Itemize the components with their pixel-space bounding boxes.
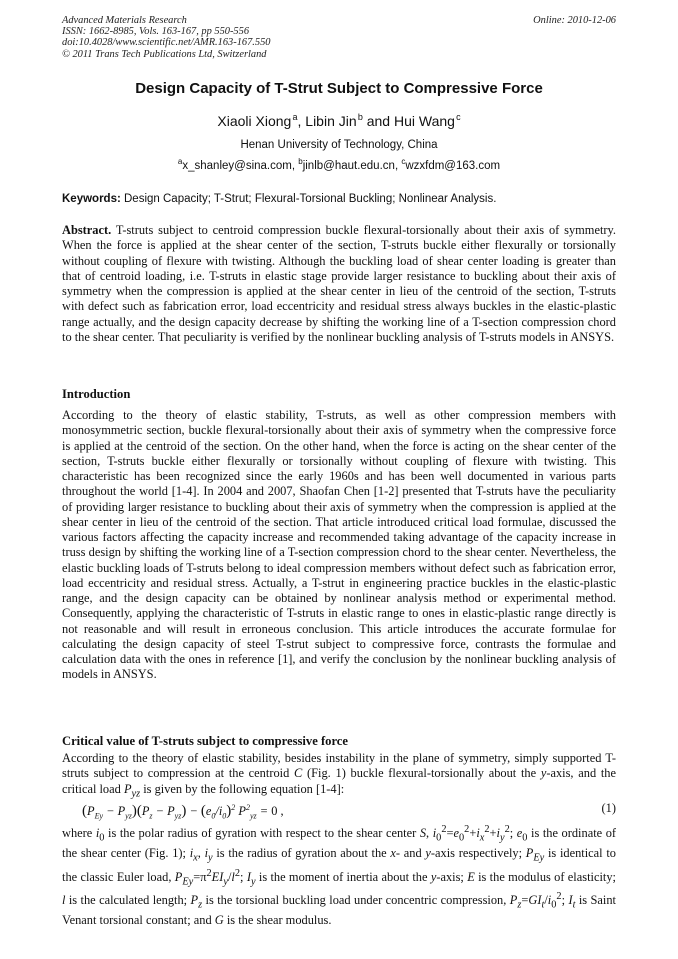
text-run: -axis, and the critical load bbox=[62, 766, 617, 796]
author-mark: b bbox=[357, 112, 363, 122]
text-run: is given by the following equation [1-4]: bbox=[140, 781, 345, 796]
text-run: , bbox=[426, 826, 433, 841]
email-mark: c bbox=[401, 157, 406, 166]
online-date: Online: 2010-12-06 bbox=[533, 15, 616, 26]
author-name: Hui Wang bbox=[393, 113, 455, 129]
text-run: is the modulus of elasticity; bbox=[474, 869, 616, 884]
symbol: C bbox=[294, 766, 303, 781]
email-address[interactable]: x_shanley@sina.com bbox=[182, 160, 292, 172]
symbol: S bbox=[419, 826, 427, 841]
text-run: is Saint Venant torsional constant; and bbox=[62, 893, 616, 928]
email-mark: b bbox=[298, 157, 303, 166]
text-run: ; bbox=[509, 826, 517, 841]
critical-paragraph-2: where $i_0$ is the polar radius of gyration with respect to the shear center S, $i_0^2=e_0^2+i_x^2+i_y^2$; $e_0$ is the ordinate of the shear center (Fig. 1); $i_x$, $i_y$ is the radius of gyration about the x- and y-axis respectively; $P_{Ey}$ is identical to the classic Euler load, $P_{Ey}=\pi^2EI_y/l^2$; $I_y$ is the moment of inertia about the y-axis; E is the modulus of elasticity; l is the calculated length; $P_z$ is the torsional buckling load under concentric compression, $P_z=GI_t/i_0^2$; $I_t$ is Saint Venant torsional constant; and G is the shear modulus. bbox=[62, 824, 617, 928]
email-separator: , bbox=[394, 160, 402, 172]
symbol: y bbox=[540, 766, 547, 781]
text-run: -axis; bbox=[436, 869, 468, 884]
equation-expression: $(P_{Ey} - P_{yz})(P_z - P_{yz}) - (e_0/i_0)^2$ $P^2_{yz} = 0$ , bbox=[82, 803, 284, 821]
symbol: y bbox=[425, 845, 431, 860]
keywords-label: Keywords: bbox=[62, 193, 121, 205]
abstract-label: Abstract. bbox=[62, 223, 112, 237]
symbol-subscript: yz bbox=[131, 787, 141, 799]
symbol: E bbox=[467, 869, 475, 884]
text-run: is the radius of gyration about the bbox=[212, 845, 391, 860]
text-run: is the polar radius of gyration with respect to the shear center bbox=[104, 826, 420, 841]
equation-number: (1) bbox=[601, 801, 616, 815]
symbol: P bbox=[123, 781, 132, 796]
affiliation: Henan University of Technology, China bbox=[240, 139, 438, 151]
symbol-subscript: 0 bbox=[99, 832, 105, 844]
author-emails bbox=[62, 157, 616, 172]
text-run: is the ordinate of the shear center (Fig. 1); bbox=[62, 826, 617, 860]
text-run: - and bbox=[395, 845, 426, 860]
keywords-text: Design Capacity; T-Strut; Flexural-Torsional Buckling; Nonlinear Analysis. bbox=[124, 193, 497, 205]
email-address[interactable]: wzxfdm@163.com bbox=[405, 160, 501, 172]
abstract-text: T-struts subject to centroid compression buckle flexural-torsionally about their axis of symmetry. When the force is applied at the shear center of the section, T-struts buckle either flexurally or torsionally without coupling of flexure with twisting. Although the buckling load of shear center loading is greater than that of centroid loading, i.e. T-struts in elastic stage provide larger resistance to buckling about their axis of symmetry when the compression is applied at the shear center in lieu of the centroid of the section, T-struts with defect such as fabrication error, load eccentricity and residual stress always buckles in the elastic-plastic range actually, and the design capacity decrease by shifting the working line of a T-section compression chord to the shear center. That peculiarity is verified by the nonlinear buckling analysis of T-struts models in ANSYS. bbox=[62, 223, 616, 344]
text-run: where bbox=[62, 826, 96, 841]
text-run: -axis respectively; bbox=[430, 845, 526, 860]
author-mark: c bbox=[456, 112, 461, 122]
author-separator: , bbox=[297, 113, 306, 129]
text-run: is the torsional buckling load under concentric compression, bbox=[202, 893, 510, 908]
author-name: Libin Jin bbox=[305, 113, 357, 129]
symbol: i bbox=[95, 826, 100, 841]
equation-1 bbox=[62, 799, 616, 821]
author-mark: a bbox=[292, 112, 298, 122]
email-address[interactable]: jinlb@haut.edu.cn bbox=[302, 160, 395, 172]
text-run: is the shear modulus. bbox=[223, 913, 332, 928]
text-run: is the moment of inertia about the bbox=[255, 869, 431, 884]
text-run: According to the theory of elastic stability, besides instability in the plane of symmetry, simply supported T-struts subject to compression at the centroid bbox=[62, 751, 616, 781]
email-separator: , bbox=[291, 160, 299, 172]
symbol: x bbox=[390, 845, 396, 860]
critical-paragraph-1 bbox=[62, 751, 616, 801]
author-name: Xiaoli Xiong bbox=[217, 113, 292, 129]
author-list bbox=[62, 113, 616, 129]
text-run: is identical to the classic Euler load, bbox=[62, 845, 616, 884]
journal-header bbox=[62, 15, 422, 60]
section-heading-critical-value: Critical value of T-struts subject to compressive force bbox=[62, 734, 348, 748]
text-run: (Fig. 1) buckle flexural-torsionally about the bbox=[302, 766, 541, 781]
journal-name: Advanced Materials Research bbox=[62, 15, 187, 26]
journal-copyright: © 2011 Trans Tech Publications Ltd, Switzerland bbox=[62, 48, 267, 60]
paper-title: Design Capacity of T-Strut Subject to Compressive Force bbox=[135, 80, 543, 97]
symbol: l bbox=[62, 893, 66, 908]
abstract bbox=[62, 223, 616, 345]
journal-doi: doi:10.4028/www.scientific.net/AMR.163-167.550 bbox=[62, 37, 271, 49]
journal-issn: ISSN: 1662-8985, Vols. 163-167, pp 550-556 bbox=[62, 26, 250, 38]
email-mark: a bbox=[177, 157, 183, 166]
keywords bbox=[62, 193, 616, 205]
author-separator: and bbox=[362, 113, 394, 129]
symbol: G bbox=[214, 913, 224, 928]
text-run: is the calculated length; bbox=[65, 893, 191, 908]
section-heading-introduction: Introduction bbox=[62, 387, 131, 401]
introduction-text: According to the theory of elastic stability, T-struts, as well as other compression members with monosymmetric section, buckle flexural-torsionally about their axis of symmetry when the compressive force is applied at the centroid of the section. On the other hand, when the force is acting on the shear center of the section, T-struts buckle either flexurally or torsionally without coupling of flexure with twisting. This characteristic has been recognized since the early 1960s and has been well documented in various parts throughout the world [1-4]. In 2004 and 2007, Shaofan Chen [1-2] presented that T-struts have the peculiarity of providing larger resistance to buckling about their axis of symmetry when the compression is applied at the shear center in lieu of the centroid of the section. That article introduced critical load formulae, discussed the various factors affecting the capacity increase and recommended taking advantage of the capacity increase in truss design by shifting the working line of a T-section compression chord to the shear center. Nevertheless, the elastic buckling loads of T-struts belong to ideal compression members without defect such as fabrication error, load eccentricity and residual stress. Actually, a T-strut in engineering practice buckles in the elastic-plastic range, and the design capacity can be obtained by nonlinear analysis method or experimental method. Consequently, applying the characteristic of T-struts in elastic range to ones in elastic-plastic range directly is not reasonable and will result in erroneous conclusion. This article introduces the accurate formulae for calculating the design capacity of steel T-strut subject to compressive force, contrasts the formulae and calculation data with the ones in reference [1], and verify the conclusion by the nonlinear buckling analysis of models in ANSYS. bbox=[62, 408, 616, 682]
